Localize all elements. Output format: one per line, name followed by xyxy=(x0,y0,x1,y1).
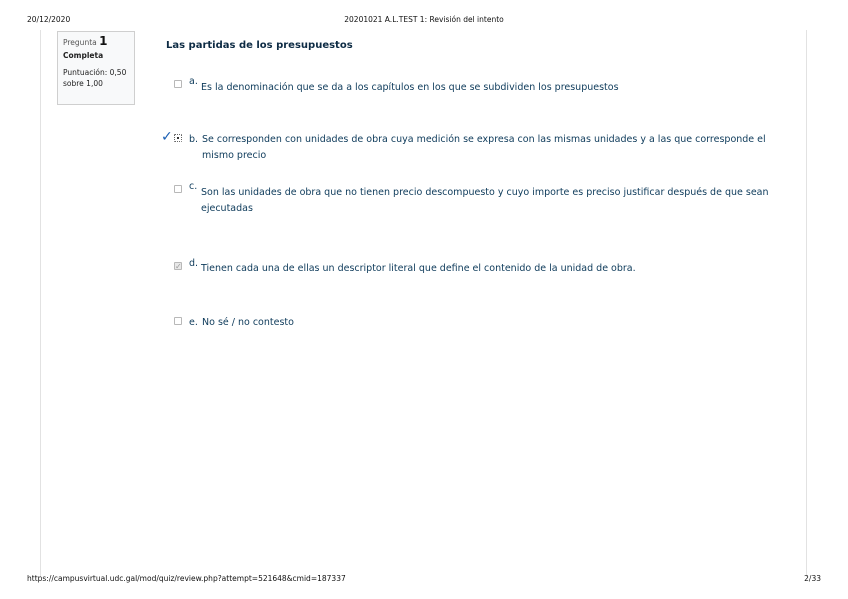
option-d-text: Tienen cada una de ellas un descriptor literal que define el contenido de la unidad de obra. xyxy=(201,263,636,274)
left-divider xyxy=(40,30,41,577)
option-a-letter: a. xyxy=(189,76,198,87)
question-info-box xyxy=(57,31,135,105)
option-e-letter: e. xyxy=(189,317,198,328)
option-d-checkbox[interactable] xyxy=(174,262,182,270)
question-number: 1 xyxy=(99,34,108,48)
right-divider xyxy=(806,30,807,577)
option-d-letter: d. xyxy=(189,258,199,269)
option-e-text: No sé / no contesto xyxy=(202,317,294,328)
question-number-line xyxy=(63,36,129,48)
print-date: 20/12/2020 xyxy=(27,15,71,24)
page-url: https://campusvirtual.udc.gal/mod/quiz/review.php?attempt=521648&cmid=187337 xyxy=(27,574,346,583)
print-footer xyxy=(0,574,848,586)
grade-line-2: sobre 1,00 xyxy=(63,79,103,88)
question-grade xyxy=(63,67,129,89)
option-b-text: Se corresponden con unidades de obra cuya medición se expresa con las mismas unidades y a las que corresponde el mismo precio xyxy=(202,134,766,161)
option-b-checkbox[interactable] xyxy=(174,134,182,142)
question-text: Las partidas de los presupuestos xyxy=(166,40,353,51)
print-header xyxy=(0,15,848,27)
option-c-text: Son las unidades de obra que no tienen precio descompuesto y cuyo importe es preciso justificar después de que sean ejecutadas xyxy=(201,187,769,214)
option-b-letter: b. xyxy=(189,134,199,145)
option-e-checkbox[interactable] xyxy=(174,317,182,325)
grade-line-1: Puntuación: 0,50 xyxy=(63,68,127,77)
option-c-checkbox[interactable] xyxy=(174,185,182,193)
correct-tick-icon: ✓ xyxy=(161,129,173,145)
option-a-checkbox[interactable] xyxy=(174,80,182,88)
page-number: 2/33 xyxy=(804,574,821,583)
option-c-letter: c. xyxy=(189,181,198,192)
question-state: Completa xyxy=(63,51,104,60)
print-title: 20201021 A.L.TEST 1: Revisión del intento xyxy=(344,15,504,24)
option-a-text: Es la denominación que se da a los capítulos en los que se subdividen los presupuestos xyxy=(201,82,619,93)
question-label: Pregunta xyxy=(63,38,97,47)
